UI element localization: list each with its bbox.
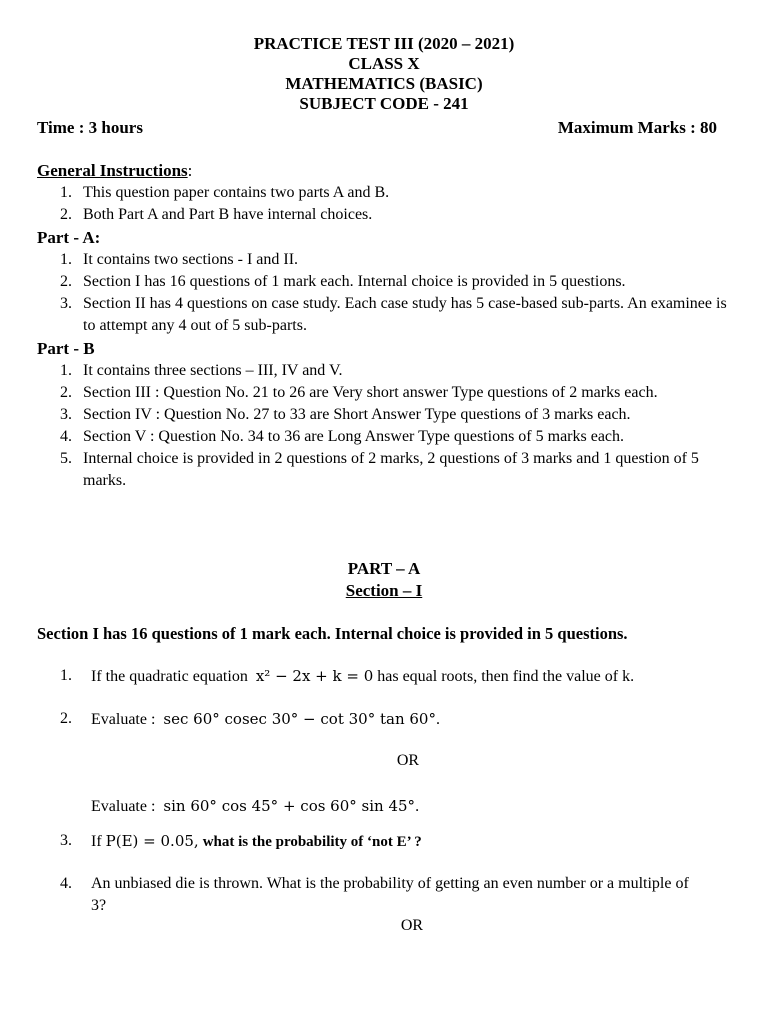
- expression: sin 60° cos 45° + cos 60° sin 45°: [163, 797, 416, 815]
- general-instructions-title: General Instructions: [37, 161, 188, 180]
- time-label: Time : 3 hours: [37, 118, 143, 137]
- section-note: Section I has 16 questions of 1 mark each. Internal choice is provided in 5 questions.: [37, 624, 628, 643]
- expression: sec 60° cosec 30° − cot 30° tan 60°: [163, 710, 436, 728]
- question-number: 3.: [60, 832, 72, 849]
- general-instructions-heading: [37, 160, 192, 182]
- part-a-title: PART – A: [347, 559, 421, 578]
- general-instructions-list: [37, 182, 727, 226]
- general-instructions-colon: :: [187, 161, 193, 180]
- exam-header: [0, 34, 768, 114]
- list-item: 3. Section II has 4 questions on case study. Each case study has 5 case-based sub-parts. An examinee is to attempt any 4 out of 5 sub-parts.: [60, 295, 727, 334]
- list-item: 2. Section III : Question No. 21 to 26 are Very short answer Type questions of 2 marks each.: [60, 384, 658, 401]
- question-number: 1.: [60, 667, 72, 684]
- list-item: 2. Section I has 16 questions of 1 mark each. Internal choice is provided in 5 questions.: [60, 273, 626, 290]
- header-subject: MATHEMATICS (BASIC): [285, 74, 483, 93]
- question-number: 2.: [60, 710, 72, 727]
- list-item: 5. Internal choice is provided in 2 questions of 2 marks, 2 questions of 3 marks and 1 question of 5 marks.: [60, 450, 699, 489]
- list-item: 4. Section V : Question No. 34 to 36 are Long Answer Type questions of 5 marks each.: [60, 428, 625, 445]
- part-a-heading: Part - A:: [37, 228, 101, 247]
- section-title: Section – I: [345, 581, 423, 600]
- expression: P(E) = 0.05,: [105, 832, 199, 850]
- or-divider: OR: [400, 917, 424, 934]
- list-item: 3. Section IV : Question No. 27 to 33 are Short Answer Type questions of 3 marks each.: [60, 406, 631, 423]
- part-a-list: [37, 249, 727, 337]
- equation: x² − 2x + k = 0: [255, 667, 374, 685]
- list-item: 2. Both Part A and Part B have internal choices.: [60, 206, 373, 223]
- exam-page: PRACTICE TEST III (2020 – 2021) CLASS X MATHEMATICS (BASIC) SUBJECT CODE - 241 Time : 3 hours Maximum Marks : 80 General Instructions: 1. This question paper contains two parts A and B. 2. Both Part A and Part B have internal choices. Part - A: 1. It contains two sections - I and II. 2. Section I has 16 questions of 1 mark each. Internal choice is provided in 5 questions. 3. Section II has 4 questions on case study. Each case study has 5 case-based sub-parts. An examinee is to attempt any 4 out of 5 sub-parts. Part - B 1. It contains three sections – III, IV and V. 2. Section III : Question No. 21 to 26 are Very short answer Type questions of 2 marks each. 3. Section IV : Question No. 27 to 33 are Short Answer Type questions of 3 marks each. 4. Section V : Question No. 34 to 36 are Long Answer Type questions of 5 marks each. 5. Internal choice is provided in 2 questions of 2 marks, 2 questions of 3 marks and 1 question of 5 marks. PART – A Section – I Section I has 16 questions of 1 mark each. Internal choice is provided in 5 questions. 1. If the quadratic equation x² − 2x + k = 0 has equal roots, then find the value of k. 2. Evaluate : sec 60° cosec 30° − cot 30° tan 60°. OR Evaluate : sin 60° cos 45° + cos 60° sin 45°. 3. If P(E) = 0.05, what is the probability of ‘not E’ ? 4. An unbiased die is thrown. What is the probability of getting an even number or a multiple of 3? OR: [0, 0, 768, 1024]
- header-title: PRACTICE TEST III (2020 – 2021): [253, 34, 515, 53]
- list-item: 1. This question paper contains two parts A and B.: [60, 184, 390, 201]
- question-number: 4.: [60, 875, 72, 892]
- part-b-list: [37, 360, 727, 492]
- list-item: 1. It contains two sections - I and II.: [60, 251, 299, 268]
- part-b-heading: Part - B: [37, 339, 95, 358]
- max-marks-label: Maximum Marks : 80: [557, 118, 717, 137]
- or-divider: OR: [396, 752, 420, 769]
- list-item: 1. It contains three sections – III, IV and V.: [60, 362, 343, 379]
- header-code: SUBJECT CODE - 241: [299, 94, 469, 113]
- header-class: CLASS X: [348, 54, 420, 73]
